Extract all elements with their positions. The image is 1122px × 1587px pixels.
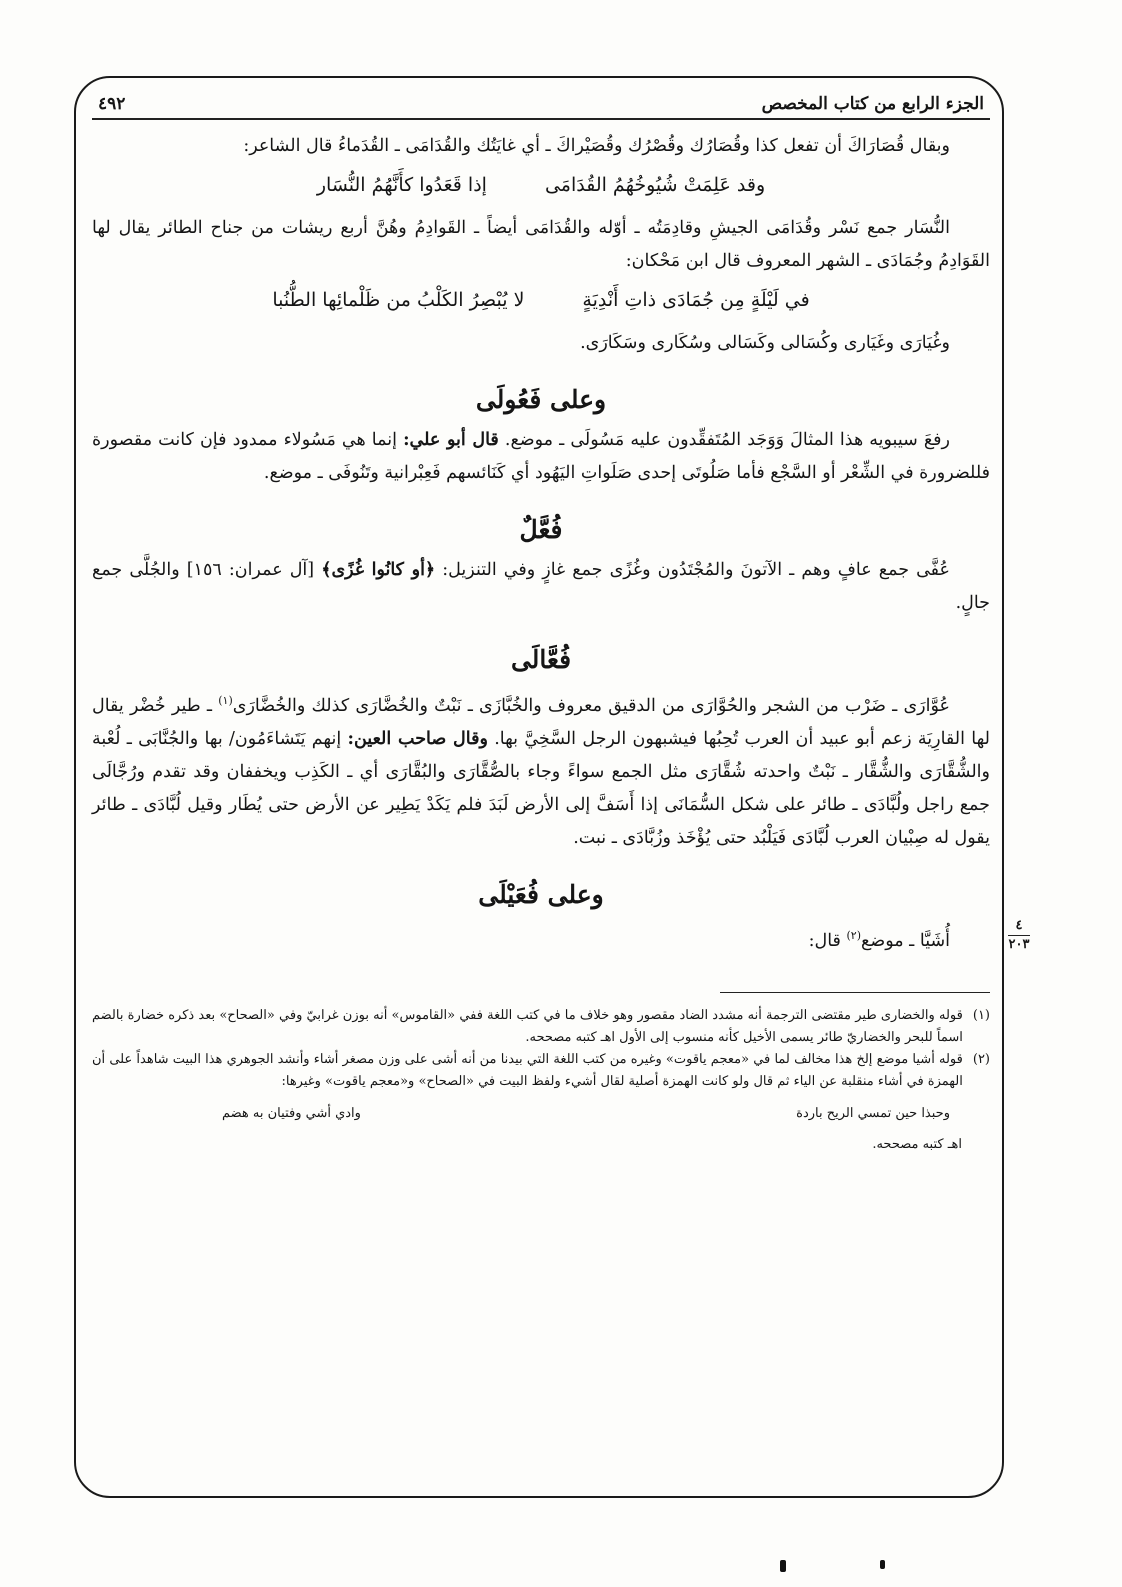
text-run: أُشَيَّا ـ موضع	[861, 930, 950, 951]
footnote-verse	[92, 1093, 990, 1134]
verse-second-hemistich: وادي أشي وفتيان به هضم	[222, 1105, 361, 1121]
scan-mark	[880, 1560, 885, 1569]
verse	[92, 284, 990, 317]
text-run: عُوَّارَى ـ ضَرْب من الشجر والحُوَّارَى من الدقيق معروف والخُبَّازَى ـ نَبْتٌ والخُضَّارَى كذلك والخُضَّارَى	[232, 695, 950, 716]
bold-run: وقال صاحب العين:	[347, 728, 488, 749]
page	[92, 84, 990, 1484]
scan-marks	[0, 1560, 1122, 1587]
quran-quote: ﴿أو كانُوا غُزًى﴾	[321, 560, 436, 580]
paragraph	[92, 684, 990, 855]
text-run: [آل عمران: ١٥٦] والجُلَّى جمع جالٍ.	[92, 560, 990, 613]
bold-run: قال أبو علي:	[403, 430, 499, 450]
footnote	[92, 1049, 990, 1093]
verse-second-hemistich: لا يُبْصِرُ الكَلْبُ من ظَلْمائِها الطُّنُبا	[272, 289, 525, 311]
text-run: إنما هي مَسُولاء ممدود فإن كانت مقصورة فللضرورة في الشِّعْر أو السَّجْع فأما صَلُوتَى إحدى صَلَواتِ اليَهُود أي كَنَائسهم فَعِبْرانية وتَنُوفَى ـ موضع.	[92, 430, 990, 483]
margin-ref-bottom: ٢٠٣	[1008, 937, 1030, 952]
verse-first-hemistich: في لَيْلَةٍ مِن جُمَادَى ذاتِ أَنْدِيَةٍ	[582, 289, 810, 311]
paragraph	[92, 424, 990, 490]
main-text	[92, 120, 990, 1156]
text-run: إنهم يَتَشاءَمُون/ بها والجُنَّابَى ـ لُعْبة والشُّقَّارَى والشُّقَّار ـ نَبْتٌ واحدته شُقَّارَى مثل الجمع سواءً وجاء بالصُّقَّارَى والبُقَّارَى أي ـ الكَذِب ويخففان وقد تقدم ورُجَّالَى جمع راجل ولُبَّادَى ـ طائر على شكل السُّمَانَى إذا أَسَفَّ إلى الأرض لَبَدَ فلم يَكَدْ يَطِير عن الأرض حتى يُطَار وقيل لُبَّادَى ـ طائر يقول له صِبْيان العرب لُبَّادَى فَيَلْبُد حتى يُؤْخَذ وزُبَّادَى ـ نبت.	[92, 728, 990, 848]
footnote	[92, 1005, 990, 1049]
paragraph: النُّسَار جمع نَسْر وقُدَامَى الجيشِ وقادِمَتُه ـ أوّله والقُدَامَى أيضاً ـ القَوادِمُ وهُنَّ أربع ريشات من جناح الطائر يقال لها القَوَادِمُ وجُمَادَى ـ الشهر المعروف قال ابن مَحْكان:	[92, 218, 990, 271]
paragraph	[92, 554, 990, 620]
footnote-ref[interactable]: (١)	[218, 694, 233, 707]
text-run: قال:	[808, 930, 841, 951]
verse-first-hemistich: وقد عَلِمَتْ شُيُوخُهُمُ القُدَامَى	[544, 174, 766, 196]
paragraph: وبقال قُصَارَاكَ أن تفعل كذا وقُصَارُك وقُصْرُك وقُصَيْراكَ ـ أي غايَتُك والقُدَامَى ـ القُدَماءُ قال الشاعر:	[243, 136, 950, 156]
text-run: ـ طير خُضْر يقال لها القارِيَة زعم أبو عبيد أن العرب تُحِبُها فيشبهون الرجل السَّخِيَّ بها.	[92, 695, 990, 749]
verse-first-hemistich: وحبذا حين تمسي الريح باردة	[796, 1105, 950, 1121]
page-number: ٤٩٢	[98, 94, 126, 114]
text-run: رفعَ سيبويه هذا المثالَ وَوَجَد المُتَفقِّدون عليه مَسُولَى ـ موضع.	[504, 430, 950, 450]
paragraph: وغُيَارَى وغَيَارى وكُسَالى وكَسَالى وسُكَارى وسَكَارَى.	[580, 333, 950, 353]
section-heading: وعلى فُعَيْلَى	[478, 879, 604, 909]
page-header	[92, 84, 990, 120]
footnote-number: (٢)	[972, 1051, 990, 1067]
verse	[92, 169, 990, 202]
footnote-text: قوله أشيا موضع إلخ هذا مخالف لما في «معجم ياقوت» وغيره من كتب اللغة التي بيدنا من أنه أشى على وزن مصغر أشاء وأنشد الجوهري هذا البيت شاهداً على أن الهمزة في أشاء منقلبة عن الياء ثم قال ولو كانت الهمزة أصلية لقال أشيء ولفظ البيت في «الصحاح» و«معجم ياقوت» وغيرها:	[92, 1051, 963, 1089]
margin-ref-rule	[1008, 935, 1030, 936]
verse-second-hemistich: إذا قَعَدُوا كأَنَّهُمُ النُّسَار	[316, 174, 487, 196]
footnote-closing: اهـ كتبه مصححه.	[872, 1136, 962, 1152]
section-heading: فُعَّالَى	[510, 645, 572, 674]
section-heading: وعلى فَعُولَى	[475, 385, 607, 414]
footnote-text: قوله والخضارى طير مقتضى الترجمة أنه مشدد الضاد مقصور وهو خلاف ما في كتب اللغة ففي «القاموس» أنه بوزن غرابيّ وفي «الصحاح» بعد ذكره خضارة بالضم اسماً للبحر والخضاريّ طائر يسمى الأخيل كأنه منسوب إلى الأول اهـ كتبه مصححه.	[92, 1007, 963, 1045]
footnote-separator	[720, 992, 990, 993]
footnote-ref[interactable]: (٢)	[846, 928, 862, 942]
margin-ref-top: ٤	[1015, 918, 1023, 933]
paragraph	[92, 919, 990, 958]
running-title: الجزء الرابع من كتاب المخصص	[761, 94, 984, 114]
margin-reference	[1008, 918, 1030, 953]
scan-mark	[780, 1560, 786, 1572]
footnote-number: (١)	[972, 1007, 990, 1023]
text-run: عُفَّى جمع عافٍ وهم ـ الآتونَ والمُجْتَدُون وغُزًى جمع غازٍ وفي التنزيل:	[442, 560, 950, 580]
section-heading: فُعَّلٌ	[519, 515, 563, 544]
